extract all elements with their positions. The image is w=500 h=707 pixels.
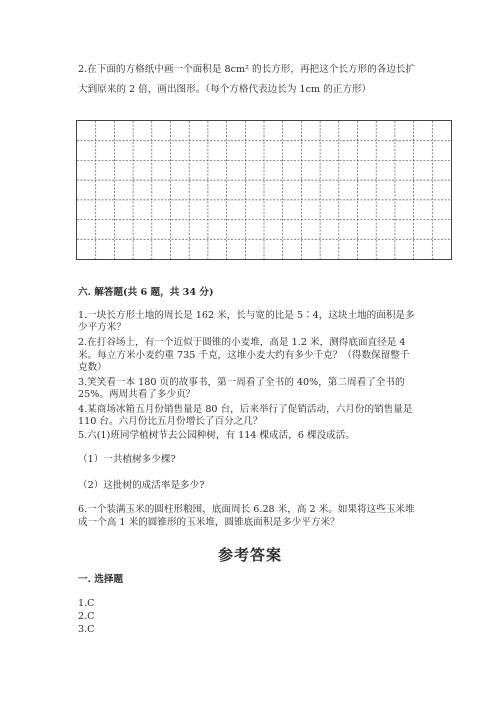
answers-title: 参考答案 <box>217 546 282 564</box>
s6-sub2: （2）这批树的成活率是多少? <box>78 480 205 491</box>
s6-line-1: 少平方米？ <box>78 322 126 333</box>
s6-line-9: 5.六(1)班同学植树节去公园种树，有 114 棵成活，6 棵没成活。 <box>78 430 355 441</box>
s6-q6-line2: 成一个高 1 米的圆锥形的玉米堆，圆锥底面积是多少平方米？ <box>78 517 340 528</box>
s6-line-5: 3.笑笑看一本 180 页的故事书，第一周看了全书的 40%，第二周看了全书的 <box>78 377 405 388</box>
graph-paper-grid <box>76 120 452 260</box>
q2-line2: 大到原来的 2 倍，画出图形。（每个方格代表边长为 1cm 的正方形） <box>78 84 372 95</box>
s6-line-4: 克数） <box>78 362 107 373</box>
answer-item-3: 3.C <box>78 624 95 635</box>
s6-line-8: 110 台。六月份比五月份增长了百分之几？ <box>78 416 263 427</box>
s6-line-2: 2.在打谷场上，有一个近似于圆锥的小麦堆，高是 1.2 米，测得底面直径是 4 <box>78 337 406 348</box>
q2-line1: 2.在下面的方格纸中画一个面积是 8cm² 的长方形，再把这个长方形的各边长扩 <box>78 64 416 75</box>
s6-q6-line1: 6.一个装满玉米的圆柱形粮囤，底面周长 6.28 米，高 2 米。如果将这些玉米堆 <box>78 504 415 515</box>
answer-item-1: 1.C <box>78 598 95 609</box>
answers-section1: 一. 选择题 <box>78 574 124 585</box>
answer-item-2: 2.C <box>78 611 95 622</box>
s6-sub1: （1）一共植树多少棵? <box>78 454 176 465</box>
s6-line-6: 25%。两周共看了多少页？ <box>78 389 196 400</box>
s6-line-0: 1.一块长方形土地的周长是 162 米，长与宽的比是 5∶4，这块土地的面积是多 <box>78 310 415 321</box>
s6-line-7: 4.某商场冰箱五月份销售量是 80 台，后来举行了促销活动，六月份的销售量是 <box>78 404 413 415</box>
s6-line-3: 米。每立方米小麦约重 735 千克，这堆小麦大约有多少千克？（得数保留整千 <box>78 350 410 361</box>
grid-lines <box>77 121 451 259</box>
section6-heading: 六. 解答题(共 6 题，共 34 分) <box>78 287 214 298</box>
